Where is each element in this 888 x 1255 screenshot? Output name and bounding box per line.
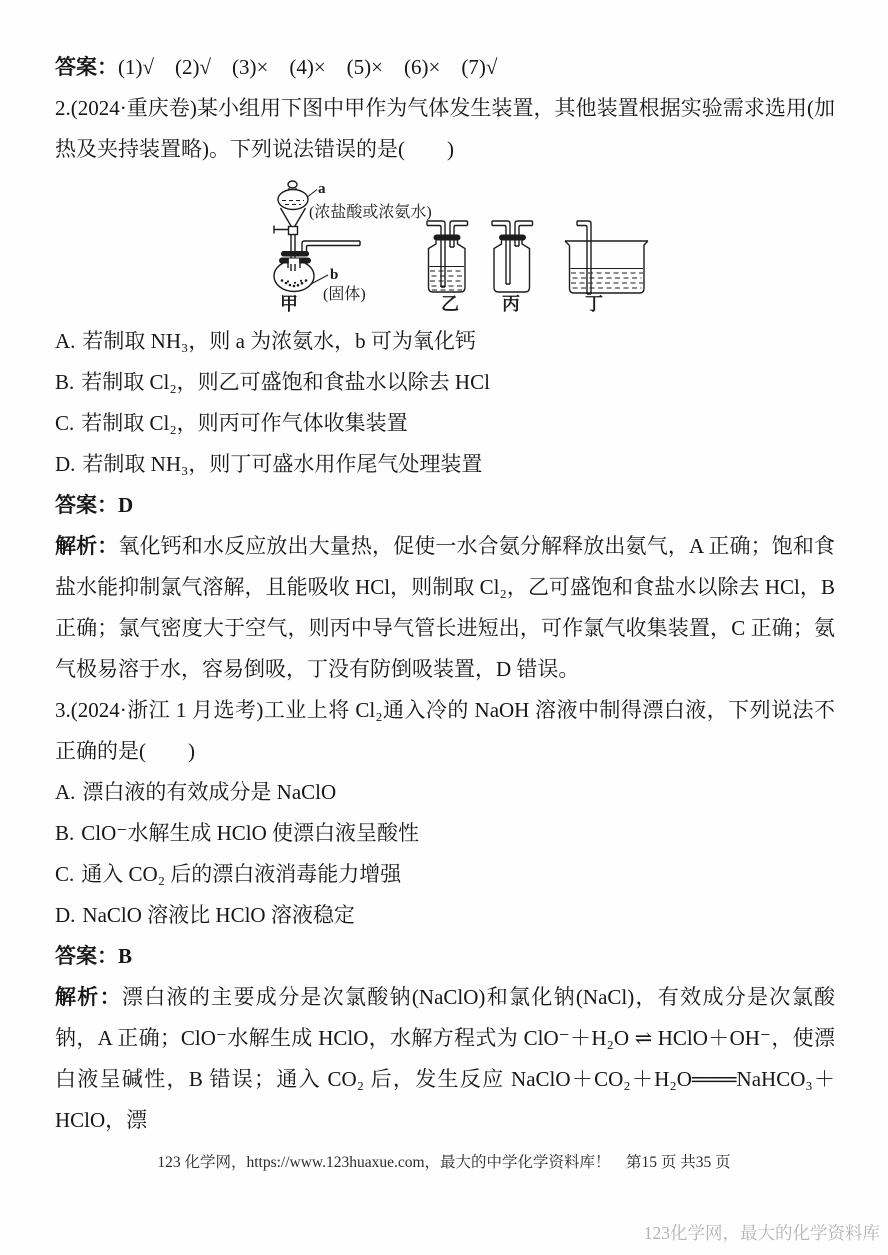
q2-option-a-text: 若制取 NH₃，则 a 为浓氨水，b 可为氧化钙 [82, 329, 476, 353]
bing-bottle-body [494, 241, 530, 293]
q2-option-c-key: C. [55, 411, 75, 435]
apparatus-diagram [262, 172, 657, 317]
ding-liquid [571, 273, 643, 288]
q3-option-a [55, 772, 835, 813]
q3-option-a-key: A. [55, 780, 76, 804]
apparatus-name-bing: 丙 [502, 294, 520, 314]
funnel-cone [281, 208, 306, 226]
page-footer: 123 化学网，https://www.123huaxue.com，最大的中学化学资料库！ 第15 页 共35 页 [157, 1154, 731, 1171]
question-2-stem: 2.(2024·重庆卷)某小组用下图中甲作为气体发生装置，其他装置根据实验需求选用(加热及夹持装置略)。下列说法错误的是( ) [55, 96, 835, 161]
flask-neck [288, 264, 300, 269]
question-3-stem: 3.(2024·浙江 1 月选考)工业上将 Cl₂通入冷的 NaOH 溶液中制得漂白液，下列说法不正确的是( ) [55, 698, 835, 763]
q3-analysis-label: 解析： [55, 985, 122, 1009]
q3-analysis-text: 漂白液的主要成分是次氯酸钠(NaClO)和氯化钠(NaCl)，有效成分是次氯酸钠，A 正确；ClO⁻水解生成 HClO，水解方程式为 ClO⁻＋H₂O ⇌ HClO＋OH⁻，使漂白液呈碱性，B 错误；通入 CO₂ 后，发生反应 NaClO＋CO₂＋H₂O═══NaHCO₃＋HClO，漂 [55, 985, 835, 1132]
rubber-stopper [281, 251, 309, 257]
bing-short-outlet-tube [515, 221, 533, 246]
q3-option-c-key: C. [55, 862, 75, 886]
q2-option-d-text: 若制取 NH₃，则丁可盛水用作尾气处理装置 [82, 452, 483, 476]
gas-outlet-tube [302, 241, 360, 251]
q2-option-a-key: A. [55, 329, 76, 353]
site-watermark: 123化学网，最大的化学资料库 [643, 1223, 880, 1243]
yi-long-inlet-tube [427, 221, 445, 287]
bottle-yi-group [427, 221, 468, 292]
q3-answer-line [55, 936, 835, 977]
q2-option-b-text: 若制取 Cl₂，则乙可盛饱和食盐水以除去 HCl [81, 370, 490, 394]
q3-option-d [55, 895, 835, 936]
yi-liquid [430, 271, 464, 290]
leader-line-b [310, 275, 328, 285]
q2-answer-line [55, 485, 835, 526]
stopcock-handle [274, 226, 289, 234]
bing-long-inlet-tube [492, 221, 510, 284]
funnel-label-a: a [318, 181, 326, 197]
q3-analysis [55, 977, 835, 1141]
q3-option-c-text: 通入 CO₂ 后的漂白液消毒能力增强 [81, 862, 402, 886]
solid-reagent-dots [281, 279, 308, 287]
previous-answers-items: (1)√ (2)√ (3)× (4)× (5)× (6)× (7)√ [118, 55, 498, 79]
q3-option-a-text: 漂白液的有效成分是 NaClO [82, 780, 337, 804]
q2-option-b-key: B. [55, 370, 75, 394]
q2-analysis-label: 解析： [55, 534, 119, 558]
beaker-ding-group [565, 221, 648, 294]
apparatus-figure [262, 172, 835, 317]
ding-beaker-body [570, 246, 645, 294]
q3-option-c [55, 854, 835, 895]
bing-stopper [499, 235, 526, 241]
q3-option-d-text: NaClO 溶液比 HClO 溶液稳定 [82, 903, 355, 927]
q2-answer-value: D [118, 493, 134, 517]
q3-answer-value: B [118, 944, 133, 968]
q2-analysis-text: 氧化钙和水反应放出大量热，促使一水合氨分解释放出氨气，A 正确；饱和食盐水能抑制氯气溶解，且能吸收 HCl，则制取 Cl₂，乙可盛饱和食盐水以除去 HCl，B 正确；氯气密度大于空气，则丙中导气管长进短出，可作氯气收集装置，C 正确；氨气极易溶于水，容易倒吸，丁没有防倒吸装置，D 错误。 [55, 534, 835, 681]
previous-answers-label: 答案： [55, 55, 118, 79]
solid-label-b: b [330, 267, 339, 283]
apparatus-name-ding: 丁 [585, 294, 603, 314]
stopcock-body [289, 227, 298, 235]
previous-answers-line [55, 47, 835, 88]
leader-line-a [308, 190, 317, 197]
q2-option-a [55, 321, 835, 362]
q3-option-b-text: ClO⁻水解生成 HClO 使漂白液呈酸性 [81, 821, 420, 845]
bottle-bing-group [492, 221, 533, 292]
apparatus-name-jia: 甲 [280, 294, 298, 314]
page-content [55, 47, 835, 1141]
funnel-liquid [282, 201, 304, 205]
solid-caption: (固体) [323, 286, 366, 303]
q2-option-d-key: D. [55, 452, 76, 476]
apparatus-name-yi: 乙 [441, 294, 459, 314]
q2-answer-label: 答案： [55, 493, 118, 517]
q3-option-d-key: D. [55, 903, 76, 927]
q2-analysis [55, 526, 835, 690]
q3-option-b-key: B. [55, 821, 75, 845]
q2-option-c-text: 若制取 Cl₂，则丙可作气体收集装置 [81, 411, 408, 435]
q2-option-b [55, 362, 835, 403]
q2-option-d [55, 444, 835, 485]
flask-jia-group [274, 181, 360, 292]
yi-stopper [434, 235, 461, 241]
q3-answer-label: 答案： [55, 944, 118, 968]
funnel-stopper-knob [288, 181, 297, 188]
funnel-bulb [278, 190, 308, 210]
yi-short-outlet-tube [450, 221, 468, 247]
funnel-caption: (浓盐酸或浓氨水) [309, 204, 432, 221]
q3-option-b [55, 813, 835, 854]
ding-beaker-rim [565, 241, 648, 246]
q2-option-c [55, 403, 835, 444]
